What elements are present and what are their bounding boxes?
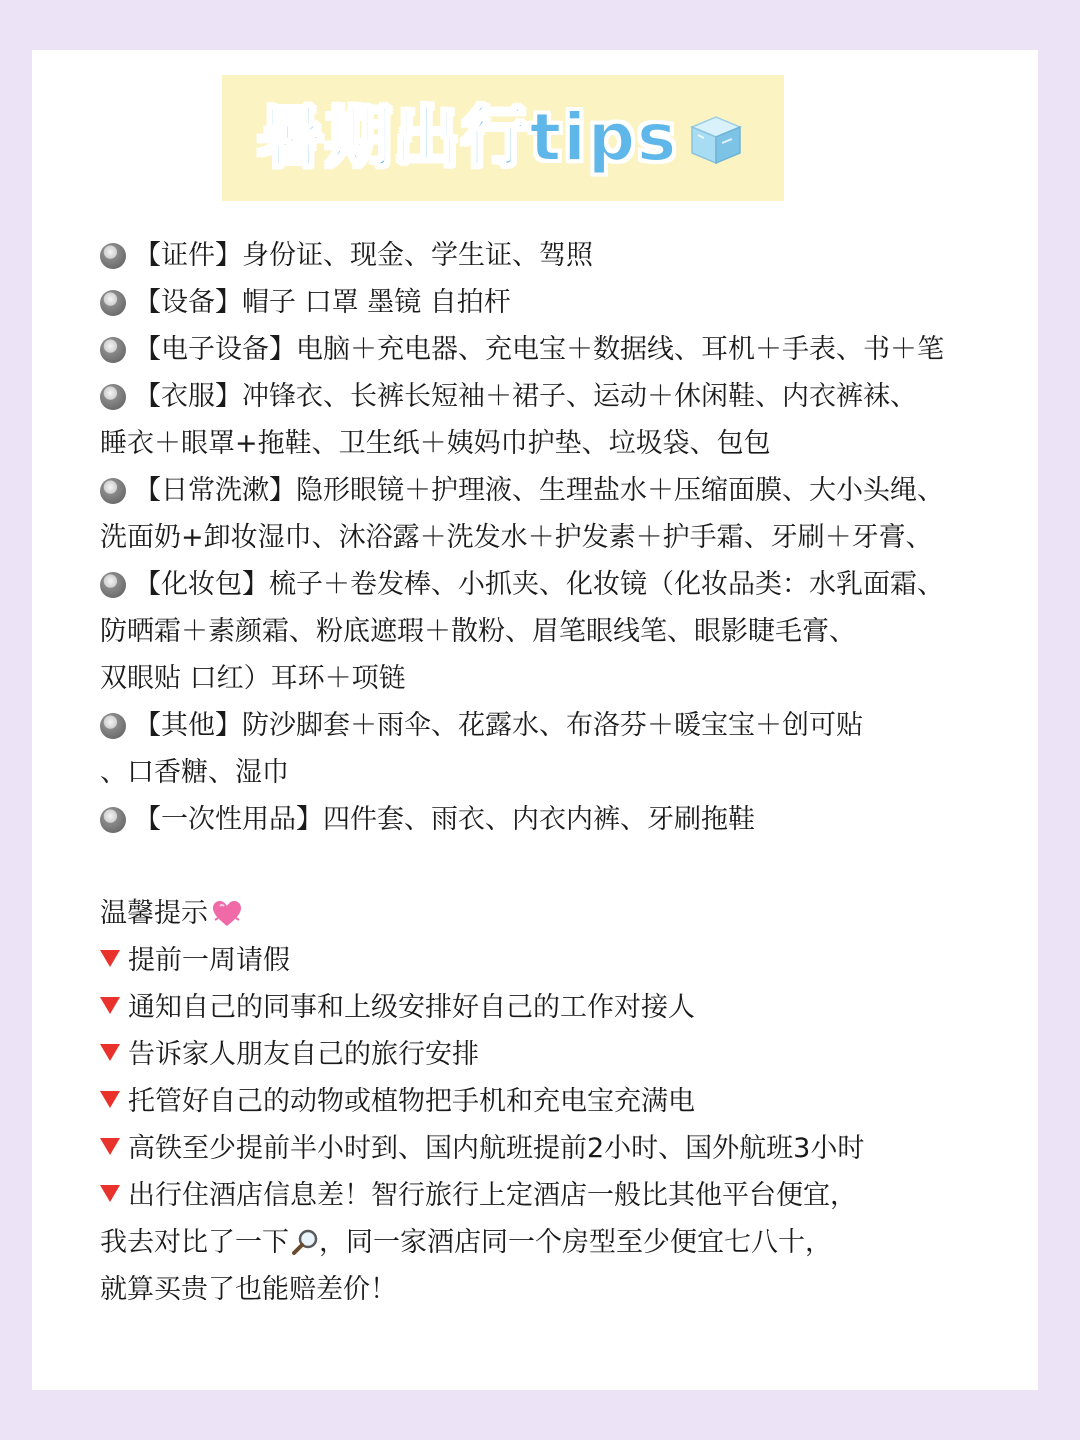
magnifier-icon xyxy=(291,1224,319,1252)
page-title: 暑期出行tips xyxy=(257,99,679,176)
red-triangle-icon xyxy=(100,1044,120,1061)
note-card xyxy=(32,50,1038,1390)
red-triangle-icon xyxy=(100,997,120,1014)
tip-item: 托管好自己的动物或植物把手机和充电宝充满电 xyxy=(100,1078,1030,1125)
checklist-item: 【化妆包】梳子＋卷发棒、小抓夹、化妆镜（化妆品类：水乳面霜、 xyxy=(100,561,1030,608)
gray-circle-bullet-icon xyxy=(100,290,126,316)
pink-heart-icon xyxy=(212,896,242,924)
tip-item-continuation: 我去对比了一下 ，同一家酒店同一个房型至少便宜七八十， xyxy=(100,1219,1030,1266)
gray-circle-bullet-icon xyxy=(100,713,126,739)
gray-circle-bullet-icon xyxy=(100,807,126,833)
checklist-item: 【日常洗漱】隐形眼镜＋护理液、生理盐水＋压缩面膜、大小头绳、 xyxy=(100,467,1030,514)
tip-item: 通知自己的同事和上级安排好自己的工作对接人 xyxy=(100,984,1030,1031)
checklist-item: 【其他】防沙脚套＋雨伞、花露水、布洛芬＋暖宝宝＋创可贴 xyxy=(100,702,1030,749)
checklist-item: 【衣服】冲锋衣、长裤长短袖＋裙子、运动＋休闲鞋、内衣裤袜、 xyxy=(100,373,1030,420)
checklist-item-continuation: 洗面奶+卸妆湿巾、沐浴露＋洗发水＋护发素＋护手霜、牙刷＋牙膏、 xyxy=(100,522,933,553)
red-triangle-icon xyxy=(100,1185,120,1202)
checklist-item: 【设备】帽子 口罩 墨镜 自拍杆 xyxy=(100,279,1030,326)
content xyxy=(100,232,1030,1313)
tips-heading: 温馨提示 xyxy=(100,890,1030,937)
checklist-item-continuation: 双眼贴 口红）耳环＋项链 xyxy=(100,663,406,694)
section-spacer xyxy=(100,843,1030,890)
tip-item: 提前一周请假 xyxy=(100,937,1030,984)
red-triangle-icon xyxy=(100,950,120,967)
gray-circle-bullet-icon xyxy=(100,384,126,410)
gray-circle-bullet-icon xyxy=(100,478,126,504)
gray-circle-bullet-icon xyxy=(100,243,126,269)
red-triangle-icon xyxy=(100,1138,120,1155)
tip-item: 高铁至少提前半小时到、国内航班提前2小时、国外航班3小时 xyxy=(100,1125,1030,1172)
tip-item-continuation: 就算买贵了也能赔差价！ xyxy=(100,1274,397,1305)
checklist-item: 【一次性用品】四件套、雨衣、内衣内裤、牙刷拖鞋 xyxy=(100,796,1030,843)
checklist-item-continuation: 、口香糖、湿巾 xyxy=(100,757,289,788)
tip-item: 告诉家人朋友自己的旅行安排 xyxy=(100,1031,1030,1078)
gray-circle-bullet-icon xyxy=(100,337,126,363)
checklist-item: 【电子设备】电脑＋充电器、充电宝＋数据线、耳机＋手表、书＋笔 xyxy=(100,326,1030,373)
red-triangle-icon xyxy=(100,1091,120,1108)
checklist-item: 【证件】身份证、现金、学生证、驾照 xyxy=(100,232,1030,279)
title-banner xyxy=(222,75,784,201)
checklist-item-continuation: 防晒霜＋素颜霜、粉底遮瑕＋散粉、眉笔眼线笔、眼影睫毛膏、 xyxy=(100,616,856,647)
tip-item: 出行住酒店信息差！智行旅行上定酒店一般比其他平台便宜， xyxy=(100,1172,1030,1219)
ice-cube-icon xyxy=(682,105,748,171)
gray-circle-bullet-icon xyxy=(100,572,126,598)
checklist-item-continuation: 睡衣＋眼罩+拖鞋、卫生纸＋姨妈巾护垫、垃圾袋、包包 xyxy=(100,428,771,459)
